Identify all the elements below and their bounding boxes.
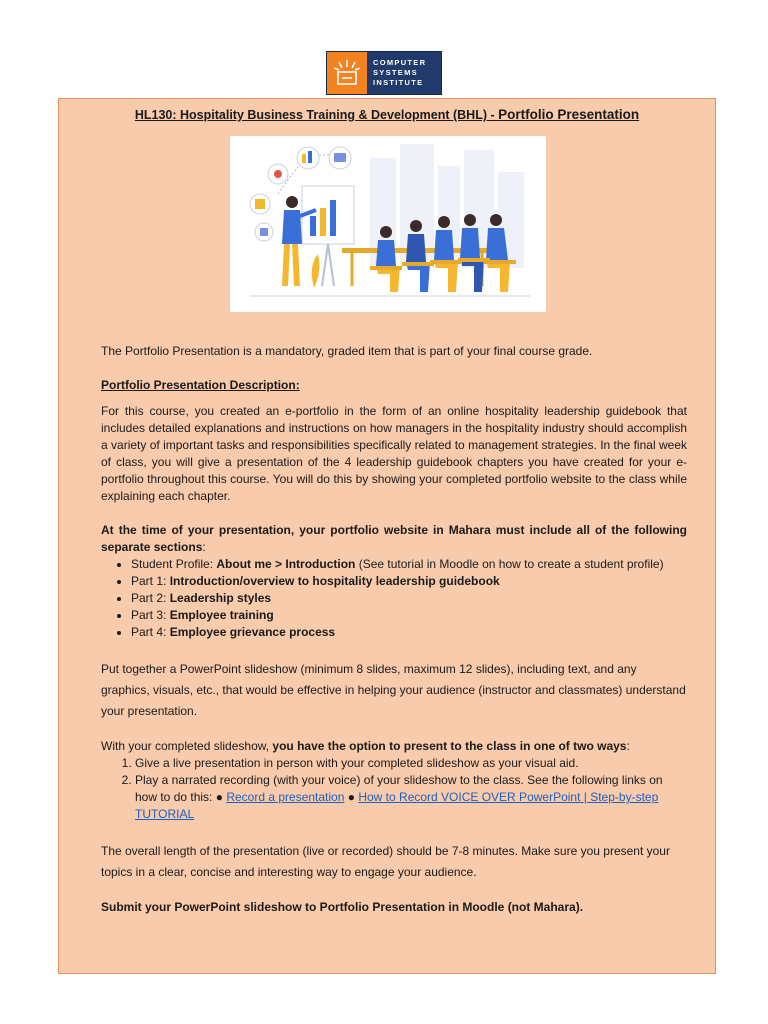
requirements-lead: [101, 522, 687, 556]
item-bold: Employee grievance process: [169, 625, 336, 639]
options-lead: [101, 738, 687, 755]
list-item: [135, 772, 687, 823]
institute-emblem-icon: [327, 52, 367, 94]
item-prefix: Part 3:: [131, 608, 170, 622]
item-prefix: Student Profile:: [131, 557, 217, 571]
requirements-list: [101, 556, 687, 641]
bullet-icon: ●: [347, 790, 355, 804]
logo-line-1: COMPUTER: [373, 58, 427, 67]
length-text: The overall length of the presentation (live or recorded) should be 7-8 minutes. Make sure you present your topics in a clear, concise and interesting way to engage your audience.: [101, 844, 670, 879]
item-bold: Introduction/overview to hospitality leadership guidebook: [169, 574, 500, 588]
item-bold: About me > Introduction: [216, 557, 356, 571]
document-panel: [58, 98, 716, 974]
list-item: [131, 573, 687, 590]
description-heading: Portfolio Presentation Description:: [101, 378, 300, 392]
intro-text: The Portfolio Presentation is a mandatory, graded item that is part of your final course grade.: [101, 344, 593, 358]
item-prefix: Part 2:: [131, 591, 170, 605]
list-item: [131, 556, 687, 573]
options-list: [101, 755, 687, 823]
record-presentation-link[interactable]: Record a presentation: [226, 790, 345, 804]
institute-logo: [326, 51, 442, 95]
item-prefix: Part 1:: [131, 574, 170, 588]
description-body: For this course, you created an e-portfolio in the form of an online hospitality leadership guidebook that includes detailed explanations and instructions on how managers in the hospitality industry should accomplish a variety of important tasks and responsibilities specifically related to management strategies. In the final week of class, you will give a presentation of the 4 leadership guidebook chapters you have created for your e-portfolio throughout this course. You will do this by showing your completed portfolio website to the class while explaining each chapter.: [101, 404, 687, 503]
title-document: Portfolio Presentation: [498, 107, 640, 122]
team-presentation-illustration: [230, 136, 546, 312]
requirements-lead-colon: :: [202, 540, 206, 554]
list-item: 1. Give a live presentation in person with your completed slideshow as your visual aid.: [135, 755, 687, 772]
list-item: [131, 590, 687, 607]
item-bold: Employee training: [169, 608, 274, 622]
options-lead-plain: With your completed slideshow,: [101, 739, 273, 753]
institute-name: [367, 58, 441, 88]
logo-line-3: INSTITUTE: [373, 78, 424, 87]
item-prefix: Part 4:: [131, 625, 170, 639]
option-2-text: Play a narrated recording (with your voice) of your slideshow to the class. See the following links on how to do this:: [135, 773, 663, 804]
slideshow-text: Put together a PowerPoint slideshow (minimum 8 slides, maximum 12 slides), including text, and any graphics, visuals, etc., that would be effective in helping your audience (instructor and classmates) understand your presentation.: [101, 662, 686, 718]
list-item: [131, 624, 687, 641]
title-course: HL130: Hospitality Business Training & Development (BHL): [134, 108, 488, 122]
item-bold: Leadership styles: [169, 591, 272, 605]
bullet-icon: ●: [215, 790, 223, 804]
submit-instructions: Submit your PowerPoint slideshow to Portfolio Presentation in Moodle (not Mahara).: [101, 900, 584, 914]
item-suffix: (See tutorial in Moodle on how to create a student profile): [355, 557, 664, 571]
page-title: [59, 107, 715, 122]
options-lead-bold: you have the option to present to the class in one of two ways: [272, 739, 627, 753]
options-lead-colon: :: [626, 739, 630, 753]
requirements-lead-bold: At the time of your presentation, your portfolio website in Mahara must include all of the following separate sections: [101, 523, 687, 554]
logo-line-2: SYSTEMS: [373, 68, 418, 77]
list-item: [131, 607, 687, 624]
document-body: [101, 343, 687, 916]
voice-over-tutorial-link[interactable]: How to Record VOICE OVER PowerPoint | Step-by-step TUTORIAL: [135, 790, 659, 821]
title-separator: -: [487, 108, 499, 122]
